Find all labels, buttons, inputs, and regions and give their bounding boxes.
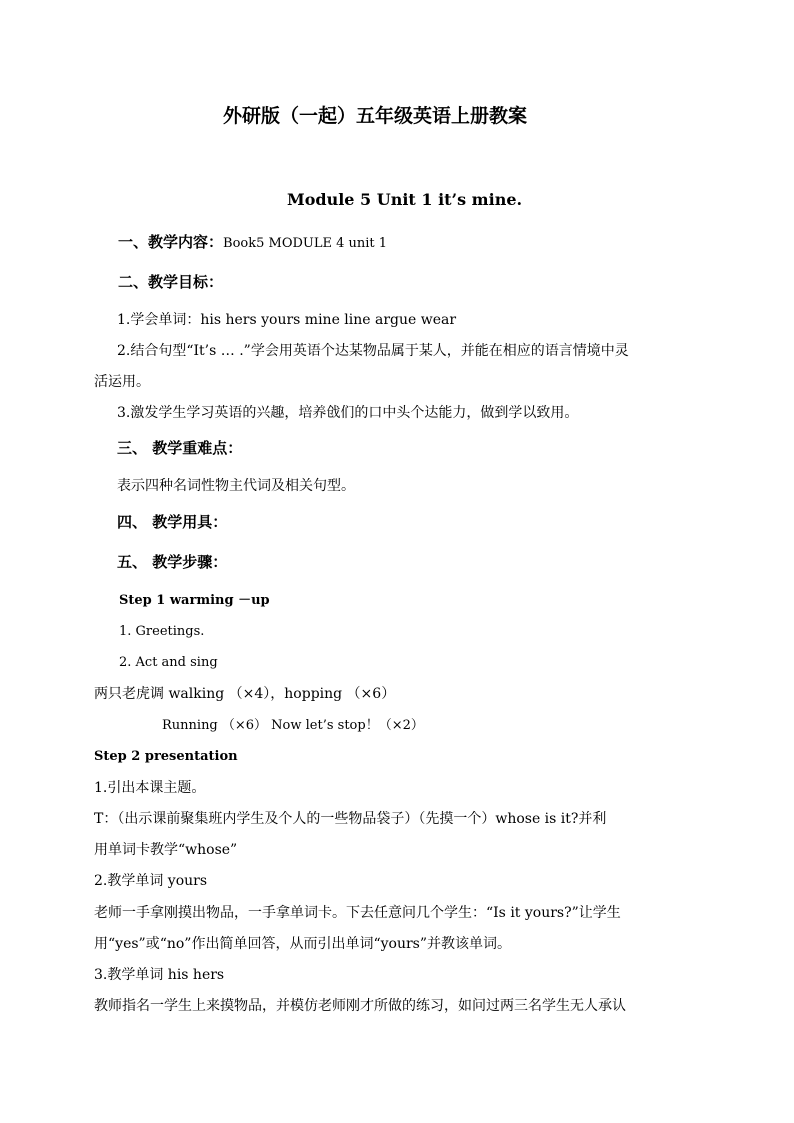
step-2-point-1-line-1: T：（出示课前聚集班内学生及个人的一些物品袋子）（先摸一个）whose is it?并利 [94, 811, 607, 827]
step-2-title: Step 2 presentation [94, 749, 238, 764]
section-teaching-goals: 二、教学目标： [118, 273, 224, 291]
step-1-title: Step 1 warming －up [119, 593, 270, 608]
step-2-point-3: 3.教学单词 his hers [94, 967, 225, 983]
section-teaching-content [118, 233, 387, 253]
section-key-difficulties: 三、 教学重难点： [117, 439, 243, 457]
step-1-song-line-1: 两只老虎调 walking （×4），hopping （×6） [94, 686, 396, 702]
section-label: 一、教学内容： [118, 233, 224, 251]
step-1-item-2: 2. Act and sing [119, 655, 218, 670]
goal-2-line-1: 2.结合句型“It’s … .”学会用英语个达某物品属于某人，并能在相应的语言情境中灵 [117, 343, 629, 359]
module-subtitle: Module 5 Unit 1 it’s mine. [287, 190, 523, 209]
difficulty-text: 表示四种名词性物主代词及相关句型。 [117, 478, 355, 494]
step-1-item-1: 1. Greetings. [119, 624, 205, 639]
goal-2-line-2: 活运用。 [94, 374, 150, 390]
step-2-point-2: 2.教学单词 yours [94, 873, 208, 889]
step-2-point-1: 1.引出本课主题。 [94, 780, 206, 796]
step-2-point-1-line-2: 用单词卡教学“whose” [94, 842, 238, 858]
section-value: Book5 MODULE 4 unit 1 [223, 236, 388, 251]
step-1-song-line-2: Running （×6） Now let’s stop！（×2） [162, 718, 424, 733]
section-teaching-steps: 五、 教学步骤： [117, 553, 228, 571]
section-teaching-aids: 四、 教学用具： [117, 513, 228, 531]
step-2-point-2-line-1: 老师一手拿刚摸出物品，一手拿单词卡。下去任意问几个学生：“Is it yours?”让学生 [94, 905, 621, 921]
document-title: 外研版（一起）五年级英语上册教案 [223, 105, 528, 127]
goal-1: 1.学会单词：his hers yours mine line argue wear [117, 312, 457, 328]
goal-3: 3.激发学生学习英语的兴趣，培养戗们的口中头个达能力，做到学以致用。 [117, 405, 579, 421]
step-2-point-2-line-2: 用“yes”或“no”作出简单回答，从而引出单词“yours”并教该单词。 [94, 936, 511, 952]
step-2-point-3-line-1: 教师指名一学生上来摸物品，并模仿老师刚才所做的练习，如问过两三名学生无人承认 [94, 998, 626, 1014]
